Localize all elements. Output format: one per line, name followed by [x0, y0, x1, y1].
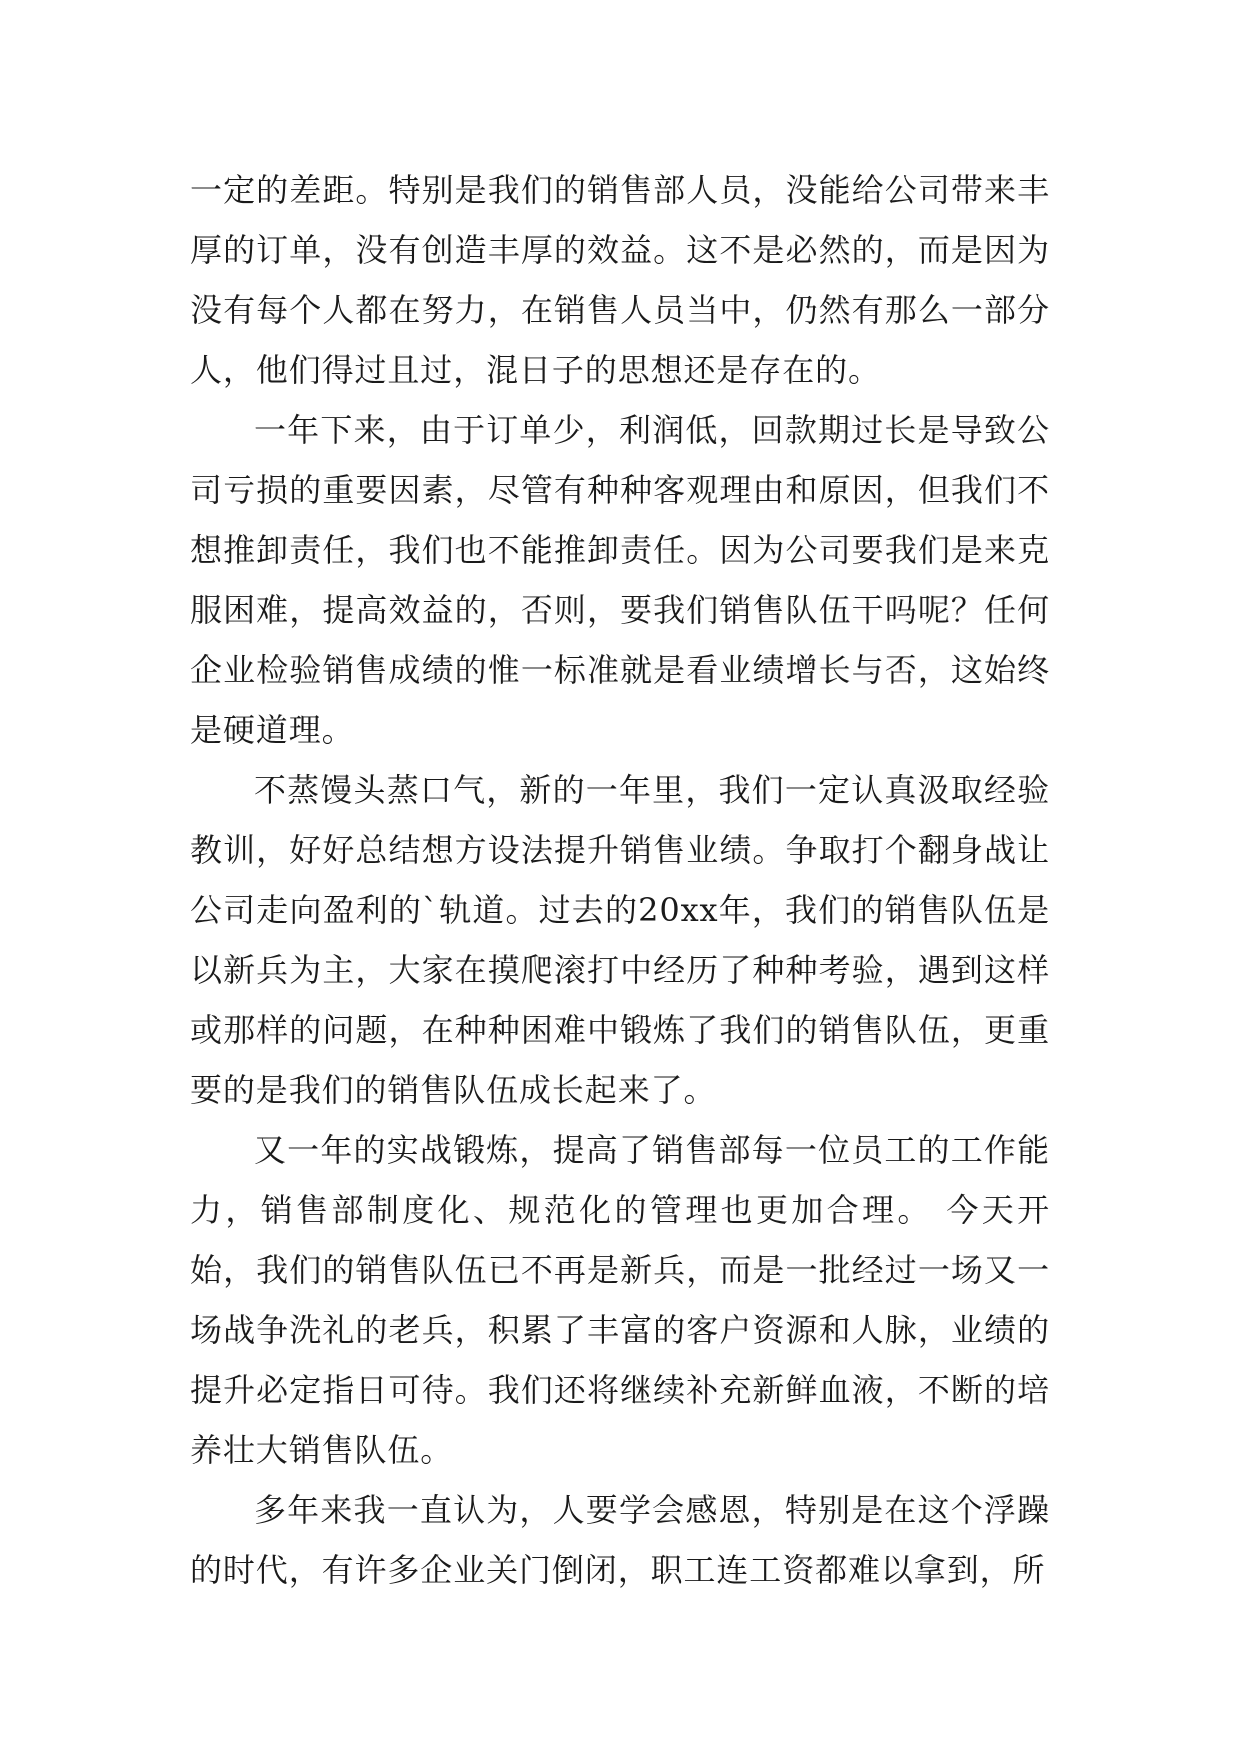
paragraph: 又一年的实战锻炼，提高了销售部每一位员工的工作能力，销售部制度化、规范化的管理也更加合理。 今天开始，我们的销售队伍已不再是新兵，而是一批经过一场又一场战争洗礼的老兵，积累了丰富的客户资源和人脉，业绩的提升必定指日可待。我们还将继续补充新鲜血液，不断的培养壮大销售队伍。 — [190, 1131, 1050, 1469]
document-body — [190, 160, 1050, 1600]
paragraph-continuation: 一定的差距。特别是我们的销售部人员，没能给公司带来丰厚的订单，没有创造丰厚的效益。这不是必然的，而是因为没有每个人都在努力，在销售人员当中，仍然有那么一部分人，他们得过且过，混日子的思想还是存在的。 — [190, 171, 1050, 389]
paragraph: 一年下来，由于订单少，利润低，回款期过长是导致公司亏损的重要因素，尽管有种种客观理由和原因，但我们不想推卸责任，我们也不能推卸责任。因为公司要我们是来克服困难，提高效益的，否则，要我们销售队伍干吗呢？任何企业检验销售成绩的惟一标准就是看业绩增长与否，这始终是硬道理。 — [190, 411, 1050, 749]
paragraph: 多年来我一直认为，人要学会感恩，特别是在这个浮躁的时代，有许多企业关门倒闭，职工连工资都难以拿到，所 — [190, 1491, 1050, 1589]
paragraph: 不蒸馒头蒸口气，新的一年里，我们一定认真汲取经验教训，好好总结想方设法提升销售业绩。争取打个翻身战让公司走向盈利的`轨道。过去的20xx年，我们的销售队伍是以新兵为主，大家在摸爬滚打中经历了种种考验，遇到这样或那样的问题，在种种困难中锻炼了我们的销售队伍，更重要的是我们的销售队伍成长起来了。 — [190, 771, 1050, 1109]
